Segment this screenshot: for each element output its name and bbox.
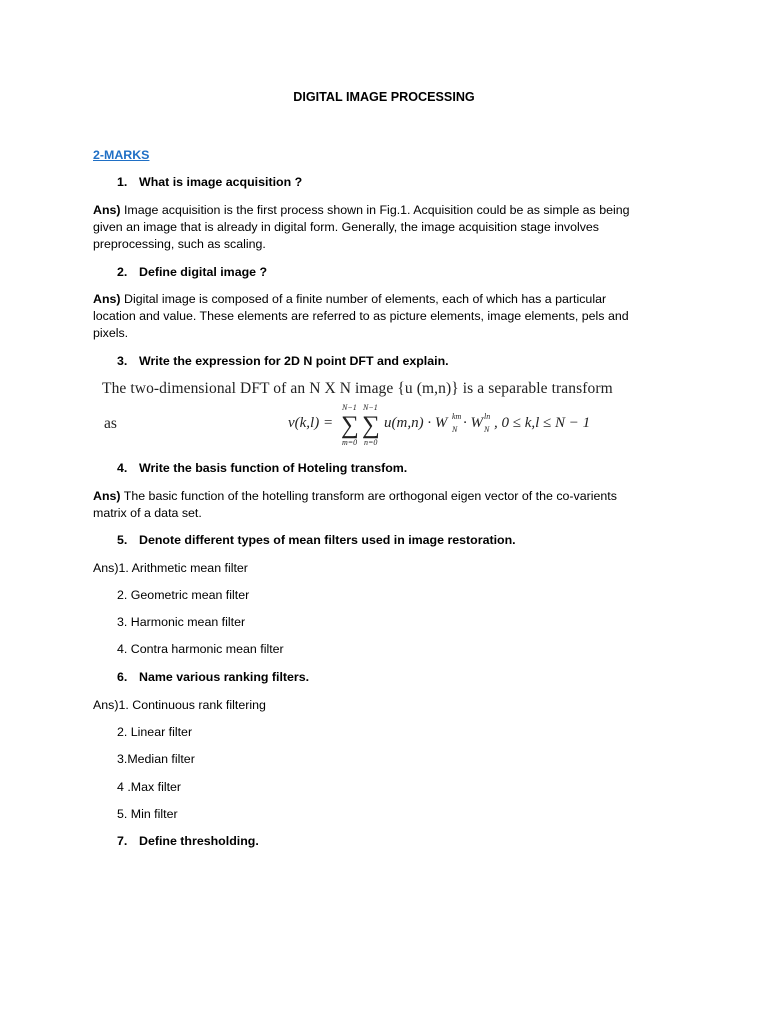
question-4 [117,460,407,477]
question-3 [117,353,449,370]
question-number: 5. [117,533,128,547]
answer-prefix: Ans) [93,203,121,217]
answer-line: Ans) The basic function of the hotelling transform are orthogonal eigen vector of the co-varients [93,489,617,503]
list-item: 3. Harmonic mean filter [117,615,246,629]
question-text: Define digital image ? [139,265,268,279]
sigma-2-icon: ∑ [362,412,380,439]
question-5 [117,532,516,549]
question-2 [117,264,267,281]
question-1 [117,174,302,191]
answer-line: pixels. [93,326,129,340]
list-item: 5. Min filter [117,807,178,821]
question-6 [117,669,309,686]
answer-line: Ans) Image acquisition is the first process shown in Fig.1. Acquisition could be as simple as being [93,203,630,217]
question-text: Denote different types of mean filters used in image restoration. [139,533,516,547]
answer-4 [93,488,668,522]
answer-1 [93,202,668,253]
list-item: 4 .Max filter [117,780,182,794]
sum-top-2: N−1 [363,403,378,412]
sum-top-1: N−1 [342,403,357,412]
list-item: 2. Geometric mean filter [117,588,250,602]
answer-prefix: Ans) [93,292,121,306]
formula-range: , 0 ≤ k,l ≤ N − 1 [494,415,591,431]
question-text: Name various ranking filters. [139,670,310,684]
dft-equation [102,378,662,450]
answer-2 [93,291,668,342]
question-text: Write the basis function of Hoteling transfom. [139,461,408,475]
question-text: Define thresholding. [139,834,259,848]
answer-prefix: Ans) [93,489,121,503]
answer-5-first: Ans)1. Arithmetic mean filter [93,561,248,575]
formula-sub-2: N [484,425,490,434]
formula-sup-1: km [452,412,462,421]
sum-bottom-2: n=0 [364,438,378,447]
formula-sup-2: ln [484,412,491,421]
list-item: 3.Median filter [117,752,195,766]
sigma-1-icon: ∑ [341,412,359,439]
section-heading: 2-MARKS [93,148,150,162]
formula-sub-1: N [452,425,458,434]
formula-dot: · W [463,415,483,431]
formula-caption: The two-dimensional DFT of an N X N image {u (m,n)} is a separable transform [102,380,613,397]
question-number: 7. [117,834,128,848]
answer-line: Ans) Digital image is composed of a finite number of elements, each of which has a particular [93,292,607,306]
question-number: 2. [117,265,128,279]
question-number: 4. [117,461,128,475]
formula-lhs: v(k,l) = [288,415,334,431]
question-number: 6. [117,670,128,684]
answer-line: given an image that is already in digital form. Generally, the image acquisition stage involves [93,220,599,234]
question-number: 1. [117,175,128,189]
list-item: 4. Contra harmonic mean filter [117,642,284,656]
dft-formula-image [102,378,662,450]
question-text: Write the expression for 2D N point DFT and explain. [139,354,449,368]
formula-body: u(m,n) · W [384,415,448,431]
list-item: 2. Linear filter [117,725,193,739]
answer-line: location and value. These elements are referred to as picture elements, image elements, pels and [93,309,629,323]
sum-bottom-1: m=0 [342,438,358,447]
formula-as: as [104,415,117,432]
question-number: 3. [117,354,128,368]
page-title: DIGITAL IMAGE PROCESSING [293,90,475,104]
answer-line: preprocessing, such as scaling. [93,237,266,251]
answer-line: matrix of a data set. [93,506,202,520]
question-text: What is image acquisition ? [139,175,303,189]
answer-6-first: Ans)1. Continuous rank filtering [93,698,266,712]
question-7 [117,833,259,850]
